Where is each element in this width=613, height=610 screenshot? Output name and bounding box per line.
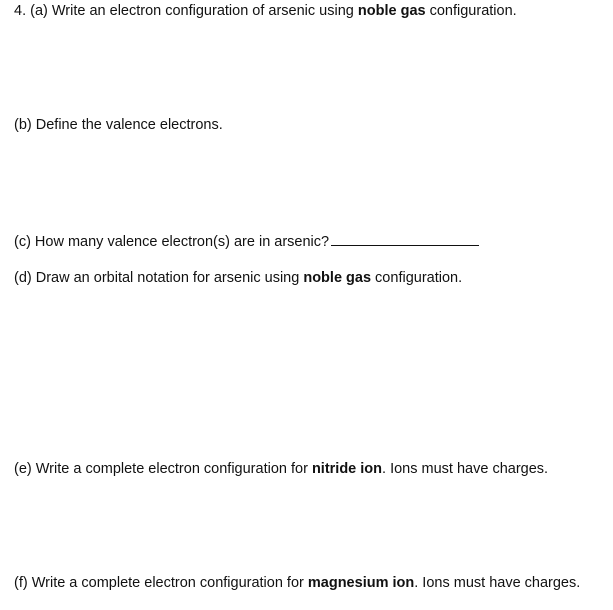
question-e-bold: nitride ion: [311, 461, 383, 477]
question-d-bold: noble gas: [303, 270, 372, 286]
question-a: [14, 2, 517, 20]
question-f-text: (f) Write a complete electron configuration for: [14, 575, 308, 591]
question-e-tail: . Ions must have charges.: [382, 461, 549, 477]
question-c: [14, 231, 479, 251]
question-d: [14, 269, 462, 287]
answer-blank-line[interactable]: [331, 231, 479, 246]
question-c-text: (c) How many valence electron(s) are in arsenic?: [14, 234, 330, 250]
question-b-text: (b) Define the valence electrons.: [14, 117, 223, 133]
question-b: [14, 116, 223, 134]
question-e: [14, 460, 548, 478]
question-d-tail: configuration.: [371, 270, 463, 286]
question-d-text: (d) Draw an orbital notation for arsenic using: [14, 270, 304, 286]
question-a-tail: configuration.: [425, 3, 517, 19]
question-e-text: (e) Write a complete electron configuration for: [14, 461, 312, 477]
question-a-bold: noble gas: [357, 3, 426, 19]
question-f: [14, 574, 580, 592]
question-a-text: 4. (a) Write an electron configuration of arsenic using: [14, 3, 358, 19]
question-f-tail: . Ions must have charges.: [414, 575, 581, 591]
question-f-bold: magnesium ion: [307, 575, 415, 591]
